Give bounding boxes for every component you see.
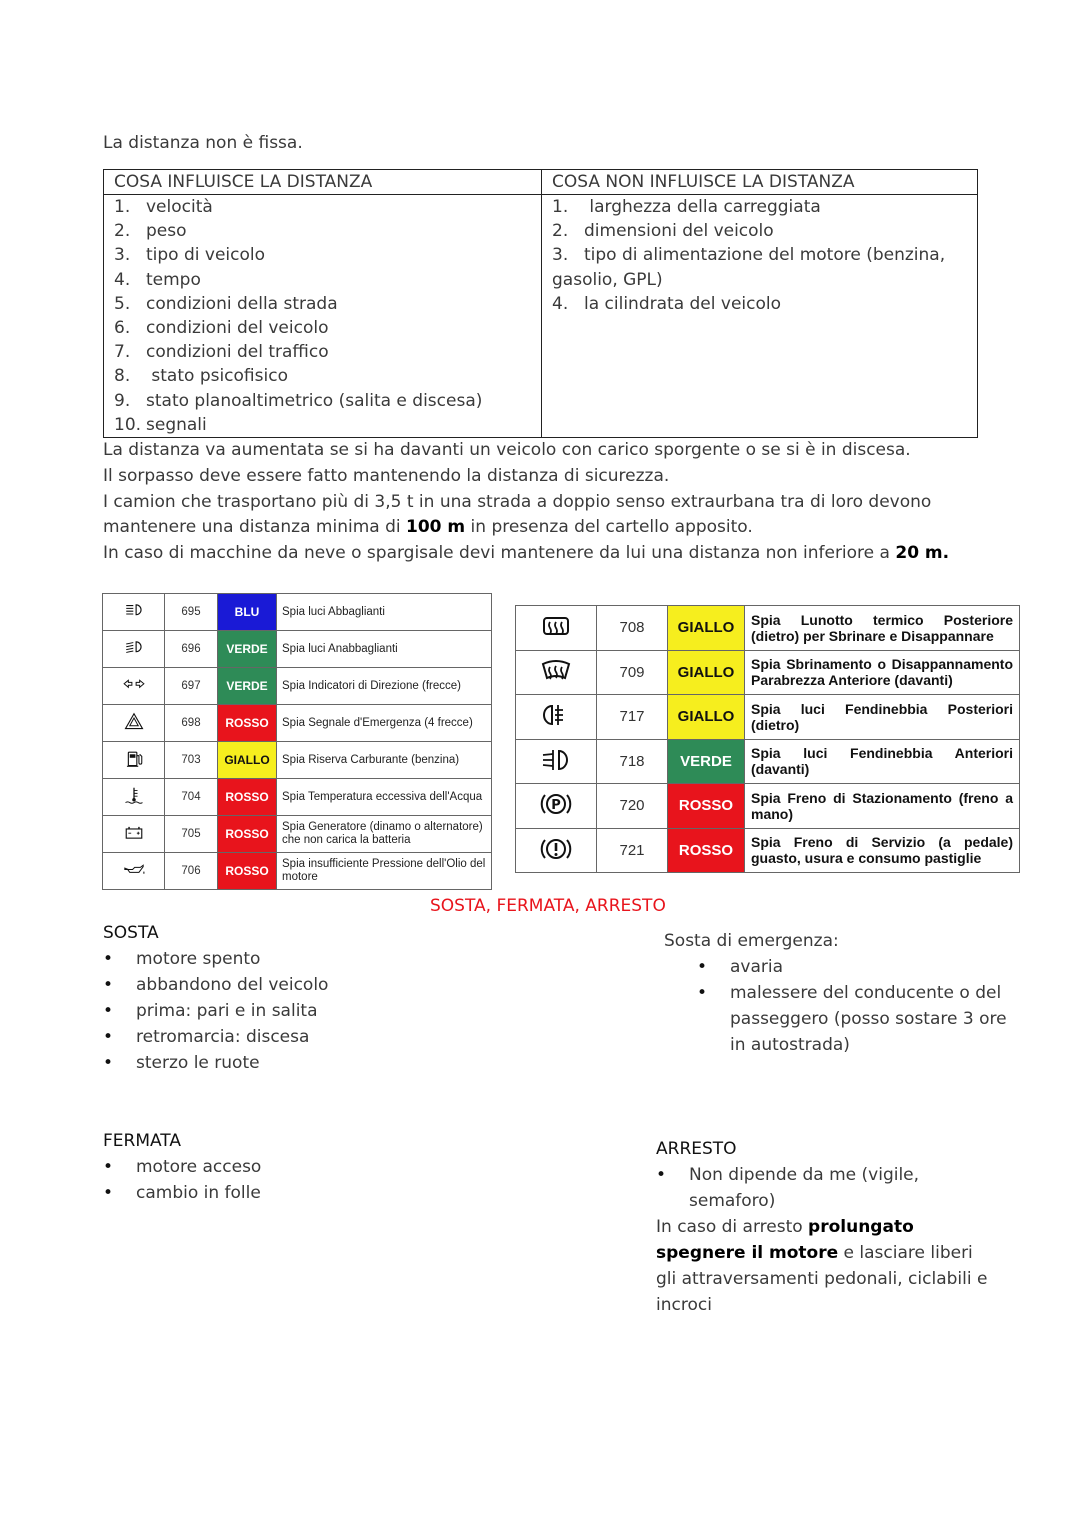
icon-cell: [103, 853, 165, 890]
item-number: 3.: [114, 245, 131, 266]
rear-defrost-icon: [539, 610, 573, 645]
note-camion-distance: 100 m: [406, 517, 466, 538]
item-text: gasolio, GPL): [552, 269, 663, 290]
list-item: • retromarcia: discesa: [103, 1024, 328, 1050]
list-item: [114, 364, 531, 388]
item-number: 9.: [114, 390, 131, 411]
description-cell: Spia Riserva Carburante (benzina): [277, 742, 492, 779]
color-cell: VERDE: [668, 739, 745, 784]
warning-lights-table-right: [515, 605, 1020, 873]
item-text: velocità: [146, 197, 213, 217]
color-cell: ROSSO: [218, 705, 277, 742]
item-text: stato psicofisico: [146, 366, 288, 387]
distance-table: [103, 169, 978, 438]
description-cell: Spia luci Anabbaglianti: [277, 631, 492, 668]
emergenza-title: Sosta di emergenza:: [664, 931, 839, 951]
distance-notes: [103, 438, 993, 567]
list-item: [114, 243, 531, 267]
battery-icon: [122, 821, 146, 847]
table-row: [103, 594, 492, 631]
warning-lights-table-left: [102, 593, 492, 890]
code-cell: 718: [597, 739, 668, 784]
influisce-list: [104, 195, 542, 438]
code-cell: 708: [597, 606, 668, 651]
description-cell: Spia insufficiente Pressione dell'Olio del motore: [277, 853, 492, 890]
table-row: [516, 739, 1020, 784]
description-cell: Spia luci Abbaglianti: [277, 594, 492, 631]
list-item: [114, 268, 531, 292]
list-item: [114, 340, 531, 364]
item-number: 6.: [114, 318, 131, 339]
item-number: 2.: [552, 221, 569, 242]
list-item: [552, 243, 967, 267]
fermata-title: FERMATA: [103, 1131, 182, 1151]
code-cell: 696: [165, 631, 218, 668]
description-cell: Spia Indicatori di Direzione (frecce): [277, 668, 492, 705]
table-row: [103, 742, 492, 779]
arresto-note-bold: prolungato spegnere il motore: [656, 1217, 914, 1263]
item-text: condizioni della strada: [146, 293, 338, 314]
color-cell: ROSSO: [218, 853, 277, 890]
code-cell: 717: [597, 695, 668, 740]
table-row: [103, 705, 492, 742]
item-number: 8.: [114, 366, 131, 387]
sosta-title: SOSTA: [103, 923, 159, 943]
list-item: [114, 219, 531, 243]
list-item: • motore spento: [103, 946, 328, 972]
description-cell: Spia luci Fendinebbia Anteriori (davanti): [745, 739, 1020, 784]
table-row: [516, 828, 1020, 873]
sosta-list: [103, 946, 328, 1076]
oil-pressure-icon: [122, 858, 146, 884]
item-text: stato planoaltimetrico (salita e discesa): [146, 390, 483, 411]
item-text: segnali: [146, 414, 207, 435]
list-item: • avaria: [697, 954, 1014, 980]
arresto-note: [656, 1214, 996, 1318]
color-cell: GIALLO: [668, 695, 745, 740]
hazard-icon: [122, 710, 146, 736]
item-number: 1.: [114, 197, 131, 217]
item-text: peso: [146, 221, 187, 242]
code-cell: 697: [165, 668, 218, 705]
list-item: [552, 195, 967, 219]
item-text: tipo di veicolo: [146, 245, 266, 266]
arresto-list: [656, 1162, 996, 1214]
list-item: [552, 219, 967, 243]
icon-cell: [516, 784, 597, 829]
front-defrost-icon: [539, 655, 573, 690]
table-row: [516, 606, 1020, 651]
icon-cell: [103, 742, 165, 779]
icon-cell: [516, 828, 597, 873]
list-item: • malessere del conducente o del passeggero (posso sostare 3 ore in autostrada): [697, 980, 1014, 1058]
list-item: • motore acceso: [103, 1154, 261, 1180]
color-cell: VERDE: [218, 631, 277, 668]
item-number: 4.: [552, 293, 569, 314]
list-item: [114, 389, 531, 413]
fuel-icon: [122, 747, 146, 773]
item-text: larghezza della carreggiata: [584, 197, 821, 217]
fermata-block: [103, 1128, 261, 1206]
section-title: SOSTA, FERMATA, ARRESTO: [430, 896, 666, 916]
arresto-note-start: In caso di arresto: [656, 1217, 809, 1237]
description-cell: Spia Lunotto termico Posteriore (dietro) per Sbrinare e Disappannare: [745, 606, 1020, 651]
list-item: • sterzo le ruote: [103, 1050, 328, 1076]
fermata-list: [103, 1154, 261, 1206]
item-number: 1.: [552, 197, 569, 217]
arresto-note-end: e lasciare liberi gli attraversamenti pedonali, ciclabili e incroci: [656, 1243, 988, 1315]
arresto-block: [656, 1136, 996, 1318]
item-text: dimensioni del veicolo: [584, 221, 774, 242]
item-number: 3.: [552, 245, 569, 266]
color-cell: ROSSO: [668, 784, 745, 829]
list-item: • prima: pari e in salita: [103, 998, 328, 1024]
description-cell: Spia Temperatura eccessiva dell'Acqua: [277, 779, 492, 816]
note-camion-text: I camion che trasportano più di 3,5 t in una strada a doppio senso extraurbana tra di loro devono mantenere una distanza minima di: [103, 491, 932, 538]
color-cell: GIALLO: [668, 606, 745, 651]
table-row: [516, 784, 1020, 829]
description-cell: Spia Segnale d'Emergenza (4 frecce): [277, 705, 492, 742]
code-cell: 703: [165, 742, 218, 779]
table-row: [103, 631, 492, 668]
sosta-block: [103, 920, 328, 1076]
description-cell: Spia Freno di Servizio (a pedale) guasto, usura e consumo pastiglie: [745, 828, 1020, 873]
color-cell: GIALLO: [668, 650, 745, 695]
code-cell: 709: [597, 650, 668, 695]
low-beam-icon: [122, 636, 146, 662]
icon-cell: [103, 668, 165, 705]
item-text: tempo: [146, 269, 201, 290]
note-camion: [103, 490, 993, 542]
table-row: [516, 695, 1020, 740]
parking-brake-icon: [539, 788, 573, 823]
item-number: 5.: [114, 293, 131, 314]
icon-cell: [516, 606, 597, 651]
icon-cell: [103, 705, 165, 742]
icon-cell: [516, 739, 597, 784]
list-item: • abbandono del veicolo: [103, 972, 328, 998]
description-cell: Spia Sbrinamento o Disappannamento Parabrezza Anteriore (davanti): [745, 650, 1020, 695]
item-number: 4.: [114, 269, 131, 290]
description-cell: Spia Freno di Stazionamento (freno a mano): [745, 784, 1020, 829]
list-item: [114, 292, 531, 316]
brake-warning-icon: [539, 833, 573, 868]
code-cell: 706: [165, 853, 218, 890]
table-row: [103, 779, 492, 816]
item-text: tipo di alimentazione del motore (benzina,: [584, 245, 946, 266]
icon-cell: [103, 779, 165, 816]
note-spargisale: [103, 541, 993, 567]
code-cell: 695: [165, 594, 218, 631]
icon-cell: [516, 695, 597, 740]
header-influisce: COSA INFLUISCE LA DISTANZA: [104, 170, 542, 195]
coolant-temp-icon: [122, 784, 146, 810]
color-cell: BLU: [218, 594, 277, 631]
list-item: [114, 413, 531, 437]
table-row: [516, 650, 1020, 695]
color-cell: ROSSO: [218, 816, 277, 853]
code-cell: 721: [597, 828, 668, 873]
list-item: • Non dipende da me (vigile, semaforo): [656, 1162, 996, 1214]
list-item: [114, 316, 531, 340]
code-cell: 720: [597, 784, 668, 829]
non-influisce-list: [542, 195, 978, 438]
color-cell: VERDE: [218, 668, 277, 705]
emergenza-block: [664, 928, 1014, 1058]
high-beam-icon: [122, 599, 146, 625]
note-spargisale-distance: 20 m.: [895, 543, 950, 564]
note-spargisale-text: In caso di macchine da neve o spargisale devi mantenere da lui una distanza non inferiore a: [103, 543, 896, 564]
list-item: • cambio in folle: [103, 1180, 261, 1206]
table-row: [103, 816, 492, 853]
emergenza-list: [697, 954, 1014, 1058]
note-sorpasso: Il sorpasso deve essere fatto mantenendo la distanza di sicurezza.: [103, 465, 670, 486]
list-item: [552, 268, 967, 292]
item-number: 7.: [114, 342, 131, 363]
header-non-influisce: COSA NON INFLUISCE LA DISTANZA: [542, 170, 978, 195]
note-camion-end: in presenza del cartello apposito.: [465, 517, 753, 538]
color-cell: GIALLO: [218, 742, 277, 779]
list-item: [552, 292, 967, 316]
table-row: [103, 853, 492, 890]
item-text: condizioni del traffico: [146, 342, 329, 363]
item-text: condizioni del veicolo: [146, 318, 329, 339]
icon-cell: [516, 650, 597, 695]
item-number: 2.: [114, 221, 131, 242]
description-cell: Spia Generatore (dinamo o alternatore) che non carica la batteria: [277, 816, 492, 853]
item-number: 10.: [114, 414, 142, 435]
front-fog-icon: [539, 744, 573, 779]
color-cell: ROSSO: [668, 828, 745, 873]
turn-signal-icon: [122, 673, 146, 699]
rear-fog-icon: [539, 699, 573, 734]
svg-text:P: P: [551, 798, 561, 814]
icon-cell: [103, 816, 165, 853]
arresto-title: ARRESTO: [656, 1139, 737, 1159]
code-cell: 705: [165, 816, 218, 853]
intro-text: La distanza non è fissa.: [103, 133, 303, 153]
list-item: [114, 195, 531, 219]
description-cell: Spia luci Fendinebbia Posteriori (dietro): [745, 695, 1020, 740]
icon-cell: [103, 594, 165, 631]
table-row: [103, 668, 492, 705]
color-cell: ROSSO: [218, 779, 277, 816]
icon-cell: [103, 631, 165, 668]
code-cell: 704: [165, 779, 218, 816]
item-text: la cilindrata del veicolo: [584, 293, 782, 314]
note-carico: La distanza va aumentata se si ha davanti un veicolo con carico sporgente o se si è in discesa.: [103, 440, 911, 460]
code-cell: 698: [165, 705, 218, 742]
